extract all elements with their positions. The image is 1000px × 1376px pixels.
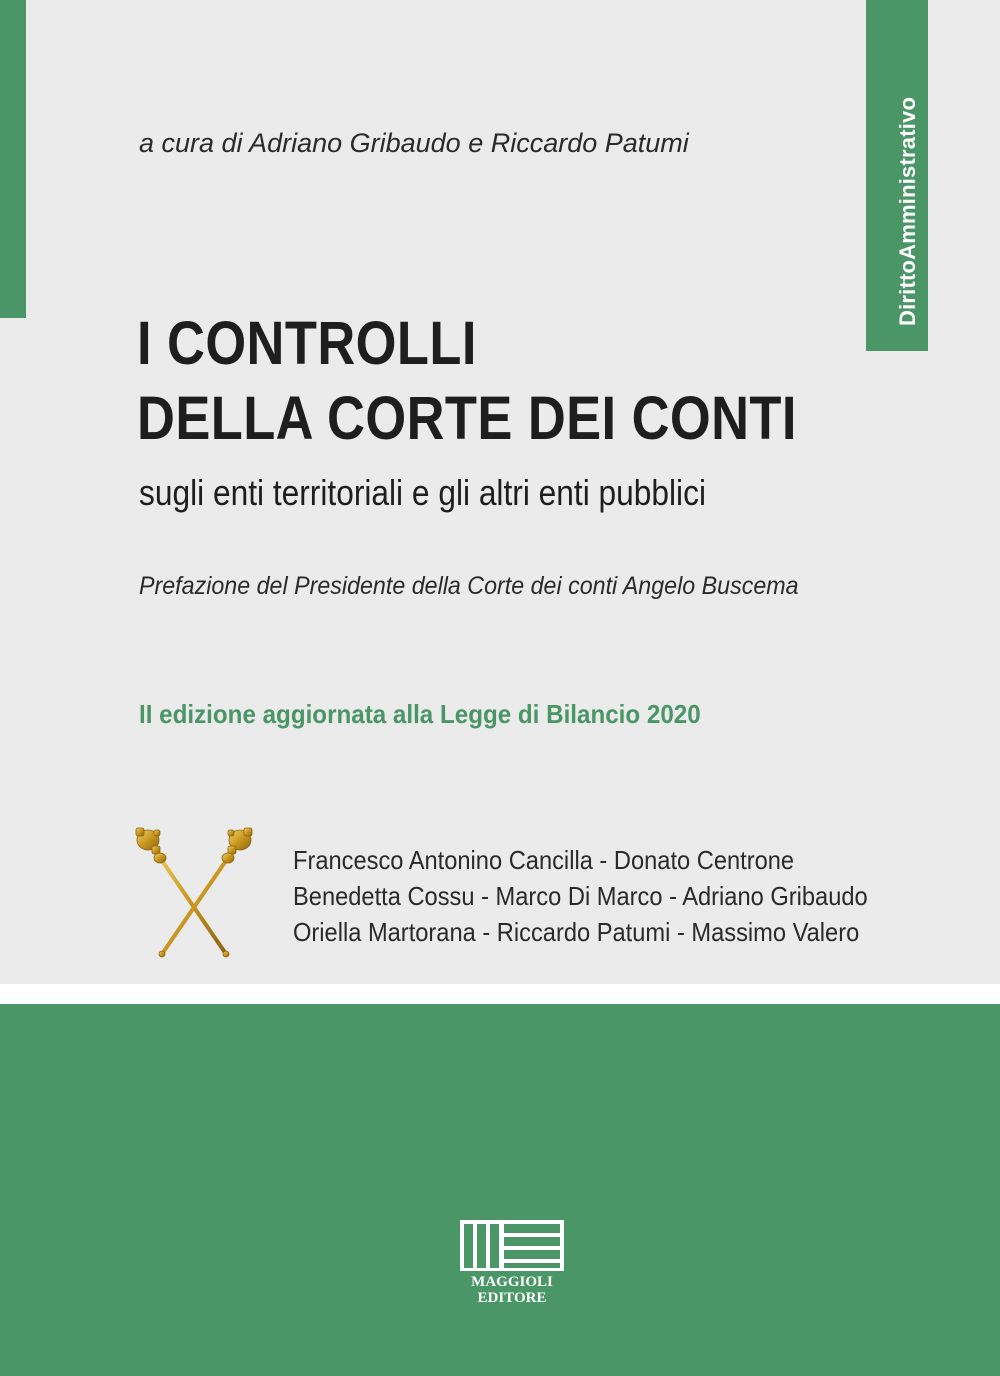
edition-line: II edizione aggiornata alla Legge di Bilancio 2020 (139, 699, 701, 729)
maggioli-logo (460, 1220, 564, 1306)
divider-band (0, 984, 1000, 1004)
authors-list (293, 842, 868, 950)
book-subtitle: sugli enti territoriali e gli altri enti pubblici (139, 472, 706, 513)
bottom-panel (0, 1004, 1000, 1376)
title-line-2: DELLA CORTE DEI CONTI (137, 384, 797, 452)
preface-line: Prefazione del Presidente della Corte dei conti Angelo Buscema (139, 572, 799, 600)
logo-text-line-2: EDITORE (477, 1290, 547, 1306)
logo-text-line-1: MAGGIOLI (471, 1274, 553, 1290)
title-line-1: I CONTROLLI (137, 309, 477, 377)
curators-line: a cura di Adriano Gribaudo e Riccardo Patumi (139, 128, 689, 158)
left-accent-bar (0, 0, 26, 318)
book-title (137, 306, 797, 456)
series-tab (866, 0, 928, 351)
authors-line-2: Benedetta Cossu - Marco Di Marco - Adriano Gribaudo (293, 881, 868, 911)
authors-line-3: Oriella Martorana - Riccardo Patumi - Massimo Valero (293, 917, 860, 947)
series-label: DirittoAmministrativo (895, 96, 920, 326)
crossed-maces-icon (128, 822, 260, 962)
authors-line-1: Francesco Antonino Cancilla - Donato Centrone (293, 845, 795, 875)
